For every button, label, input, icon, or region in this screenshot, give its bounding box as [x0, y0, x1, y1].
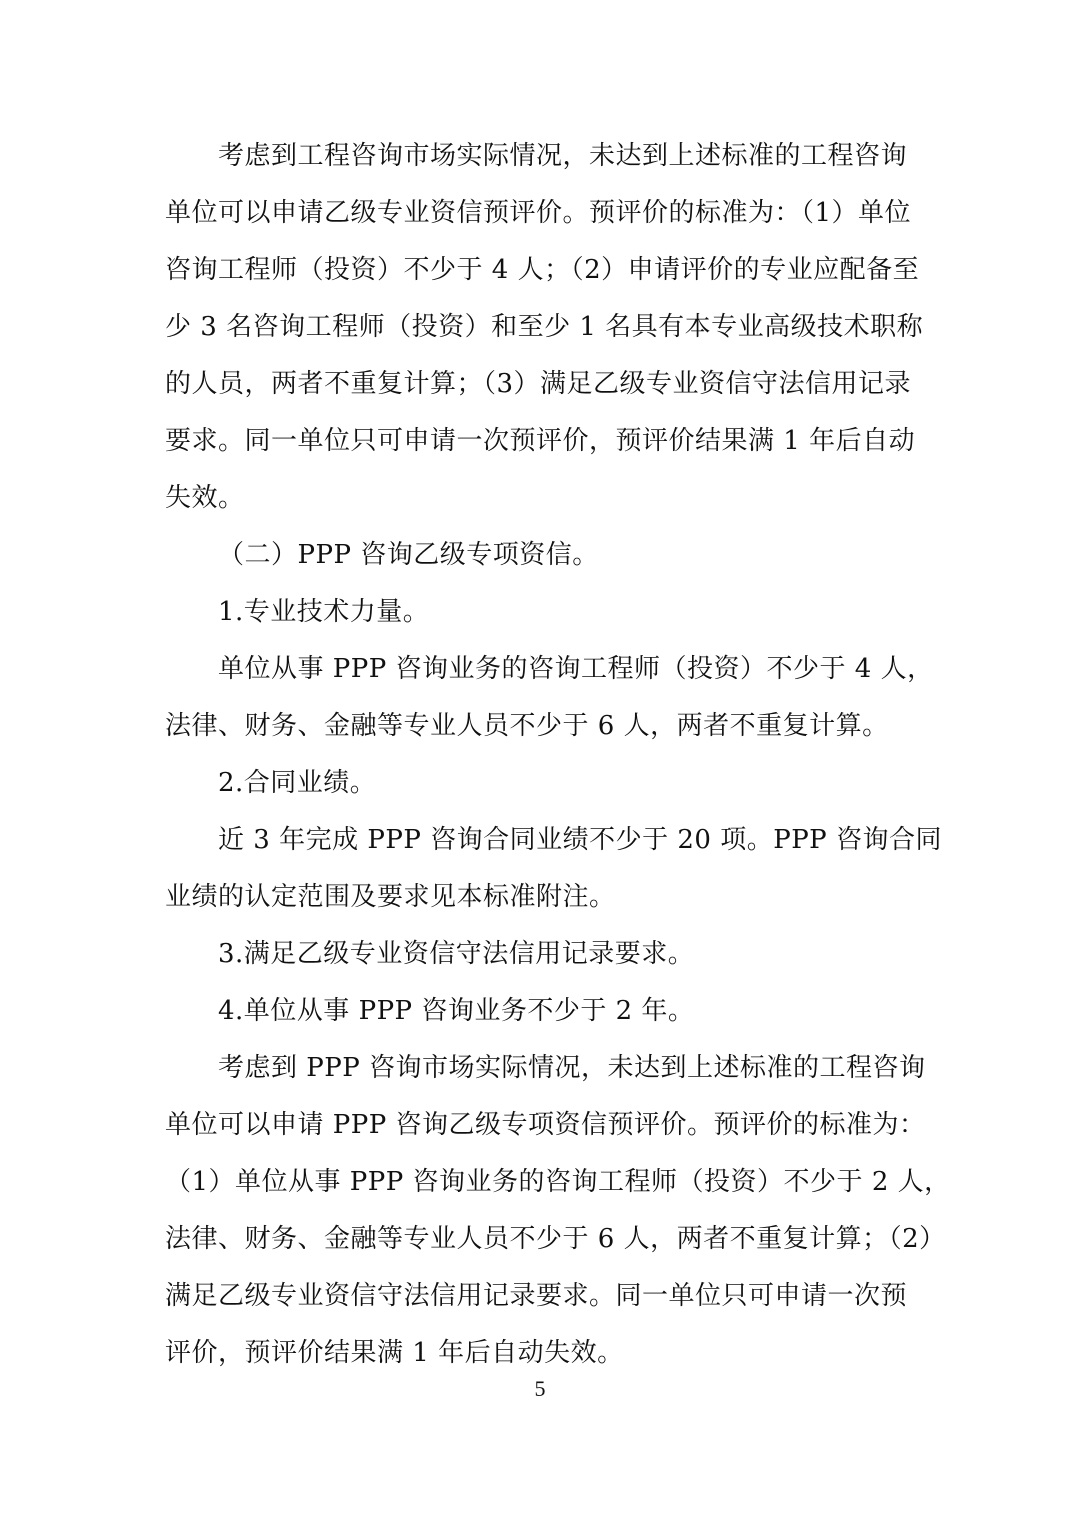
paragraph-contract-performance: [165, 812, 942, 926]
text-line: 近 3 年完成 PPP 咨询合同业绩不少于 20 项。PPP 咨询合同: [218, 825, 942, 855]
paragraph-technical-strength: [165, 641, 934, 755]
text-line: 4.单位从事 PPP 咨询业务不少于 2 年。: [218, 996, 695, 1026]
text-line: 法律、财务、金融等专业人员不少于 6 人，两者不重复计算。: [165, 711, 889, 741]
text-line: （二）PPP 咨询乙级专项资信。: [218, 540, 599, 570]
text-line: 咨询工程师（投资）不少于 4 人；（2）申请评价的专业应配备至: [165, 255, 920, 285]
paragraph-pre-evaluation-professional: [165, 128, 924, 527]
text-line: 业绩的认定范围及要求见本标准附注。: [165, 882, 616, 912]
text-line: 考虑到 PPP 咨询市场实际情况，未达到上述标准的工程咨询: [218, 1053, 926, 1083]
text-line: 要求。同一单位只可申请一次预评价，预评价结果满 1 年后自动: [165, 426, 916, 456]
text-line: 评价，预评价结果满 1 年后自动失效。: [165, 1338, 624, 1368]
text-line: 满足乙级专业资信守法信用记录要求。同一单位只可申请一次预: [165, 1281, 908, 1311]
text-line: 考虑到工程咨询市场实际情况，未达到上述标准的工程咨询: [218, 141, 908, 171]
document-body: [165, 128, 951, 1382]
section-heading-ppp: [165, 527, 917, 584]
text-line: 少 3 名咨询工程师（投资）和至少 1 名具有本专业高级技术职称: [165, 312, 924, 342]
text-line: 单位可以申请乙级专业资信预评价。预评价的标准为：（1）单位: [165, 198, 912, 228]
paragraph-pre-evaluation-ppp: [165, 1040, 951, 1382]
text-line: 单位从事 PPP 咨询业务的咨询工程师（投资）不少于 4 人，: [218, 654, 934, 684]
text-line: 3.满足乙级专业资信守法信用记录要求。: [218, 939, 695, 969]
text-line: 1.专业技术力量。: [218, 597, 430, 627]
text-line: 单位可以申请 PPP 咨询乙级专项资信预评价。预评价的标准为：: [165, 1110, 926, 1140]
page-number: 5: [534, 1376, 546, 1401]
text-line: （1）单位从事 PPP 咨询业务的咨询工程师（投资）不少于 2 人，: [165, 1167, 951, 1197]
text-line: 2.合同业绩。: [218, 768, 377, 798]
text-line: 的人员，两者不重复计算；（3）满足乙级专业资信守法信用记录: [165, 369, 912, 399]
item-heading-contract-performance: [165, 755, 917, 812]
item-credit-record: [165, 926, 917, 983]
text-line: 失效。: [165, 483, 245, 513]
item-heading-technical-strength: [165, 584, 917, 641]
text-line: 法律、财务、金融等专业人员不少于 6 人，两者不重复计算；（2）: [165, 1224, 946, 1254]
item-business-years: [165, 983, 917, 1040]
